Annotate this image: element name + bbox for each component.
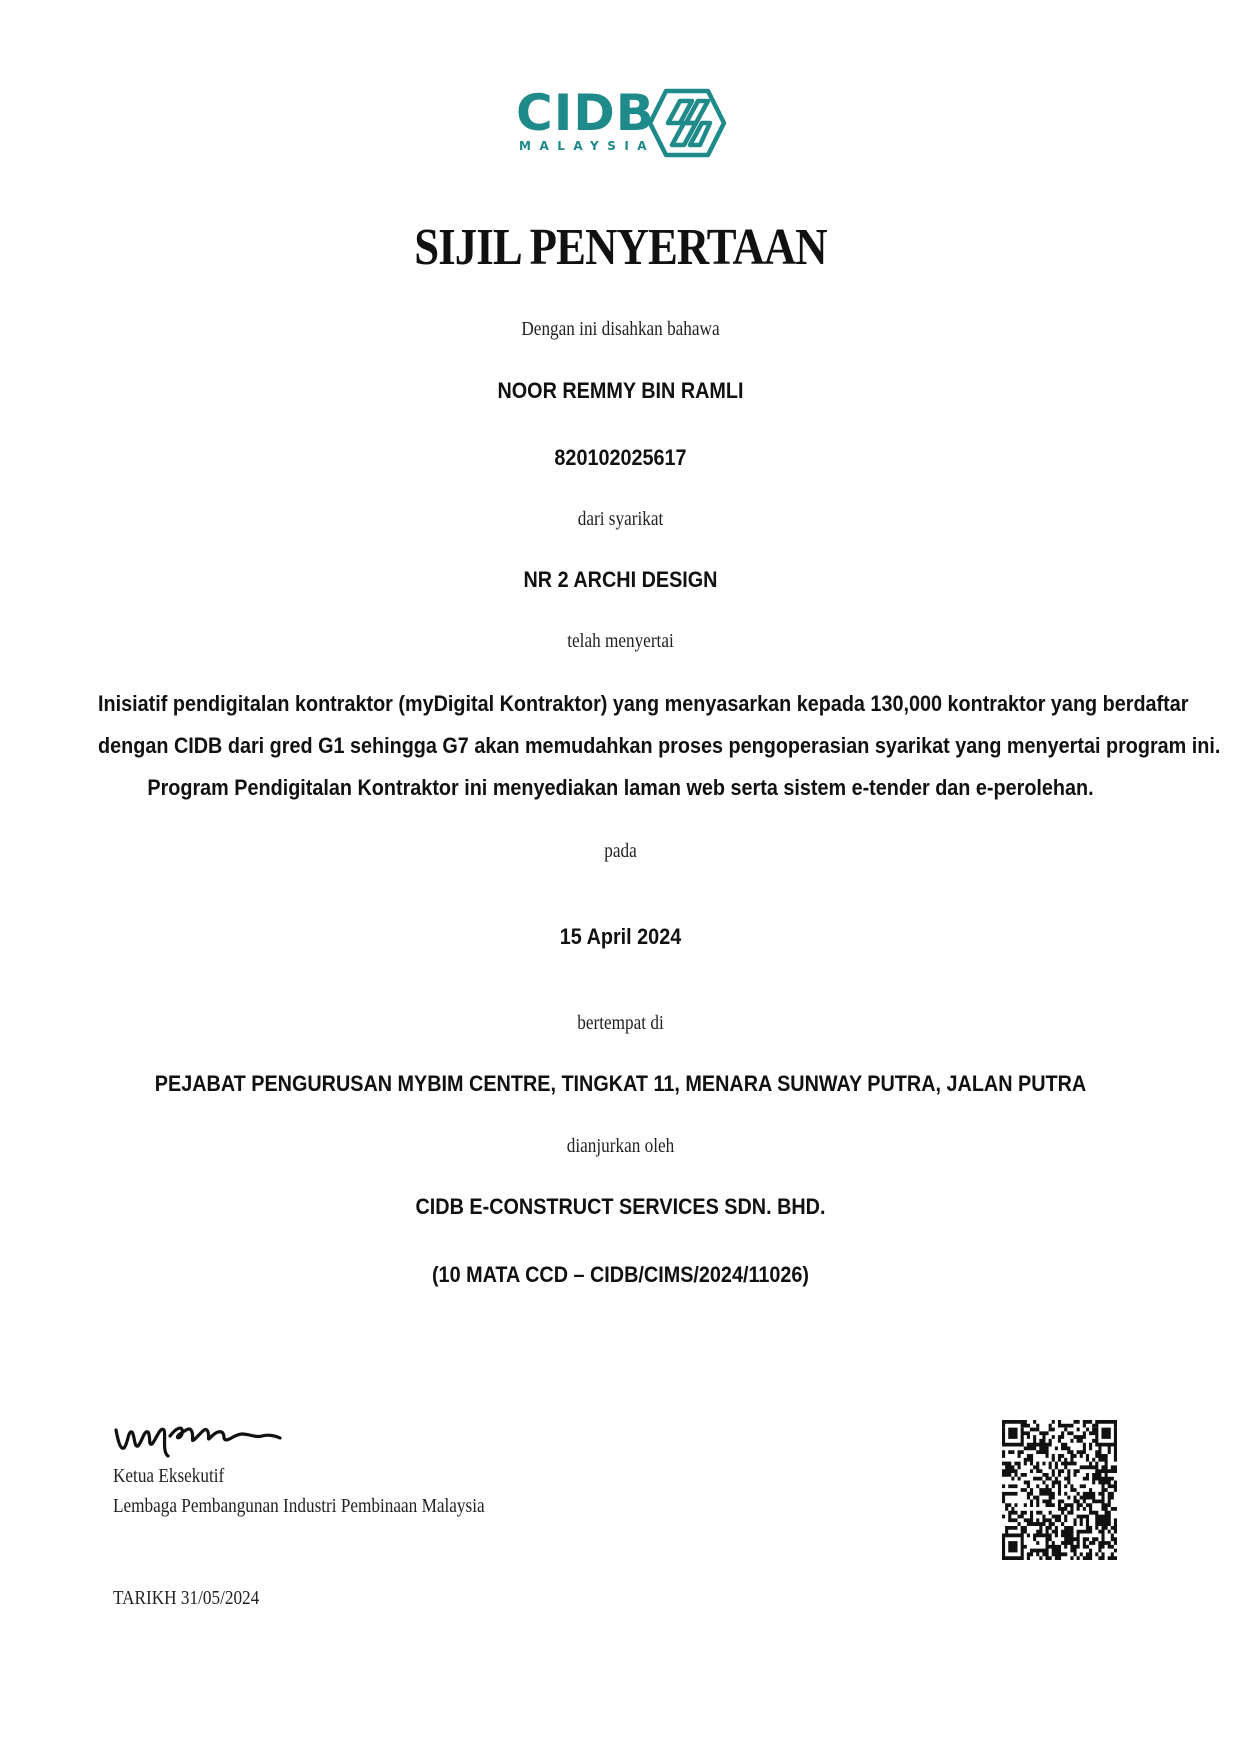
organizer: CIDB E-CONSTRUCT SERVICES SDN. BHD. [415,1194,826,1219]
event-date: 15 April 2024 [559,924,682,949]
venue-label: bertempat di [577,1012,664,1034]
venue: PEJABAT PENGURUSAN MYBIM CENTRE, TINGKAT 11, MENARA SUNWAY PUTRA, JALAN PUTRA [154,1071,1087,1096]
date-label: pada [604,840,637,862]
participant-name: NOOR REMMY BIN RAMLI [497,378,744,403]
qr-code [1002,1420,1117,1560]
certificate-title: SIJIL PENYERTAAN [414,219,827,276]
program-description-line: dengan CIDB dari gred G1 sehingga G7 akan memudahkan proses pengoperasian syarikat yang menyertai program ini. [98,733,1221,758]
signature-image [110,1408,300,1458]
program-description-line: Inisiatif pendigitalan kontraktor (myDigital Kontraktor) yang menyasarkan kepada 130,000 kontraktor yang berdaftar [98,691,1189,716]
cidb-logo [516,83,726,165]
signatory-position: Ketua Eksekutif [113,1465,225,1487]
ccd-points: (10 MATA CCD – CIDB/CIMS/2024/11026) [431,1262,810,1287]
company-label: dari syarikat [577,508,664,530]
signatory-organization: Lembaga Pembangunan Industri Pembinaan Malaysia [113,1495,485,1517]
participated-label: telah menyertai [567,630,674,652]
program-description [40,683,1221,809]
logo-name: CIDB [516,84,655,142]
participant-id: 820102025617 [554,445,687,470]
program-description-line: Program Pendigitalan Kontraktor ini menyediakan laman web serta sistem e-tender dan e-perolehan. [147,775,1094,800]
logo-subtitle: MALAYSIA [519,139,656,153]
cidb-mark-icon [644,87,726,159]
organizer-label: dianjurkan oleh [566,1135,675,1157]
certify-text: Dengan ini disahkan bahawa [521,318,720,340]
issue-date: TARIKH 31/05/2024 [113,1587,260,1609]
company-name: NR 2 ARCHI DESIGN [523,567,718,592]
qr-code-modules [1002,1420,1117,1560]
